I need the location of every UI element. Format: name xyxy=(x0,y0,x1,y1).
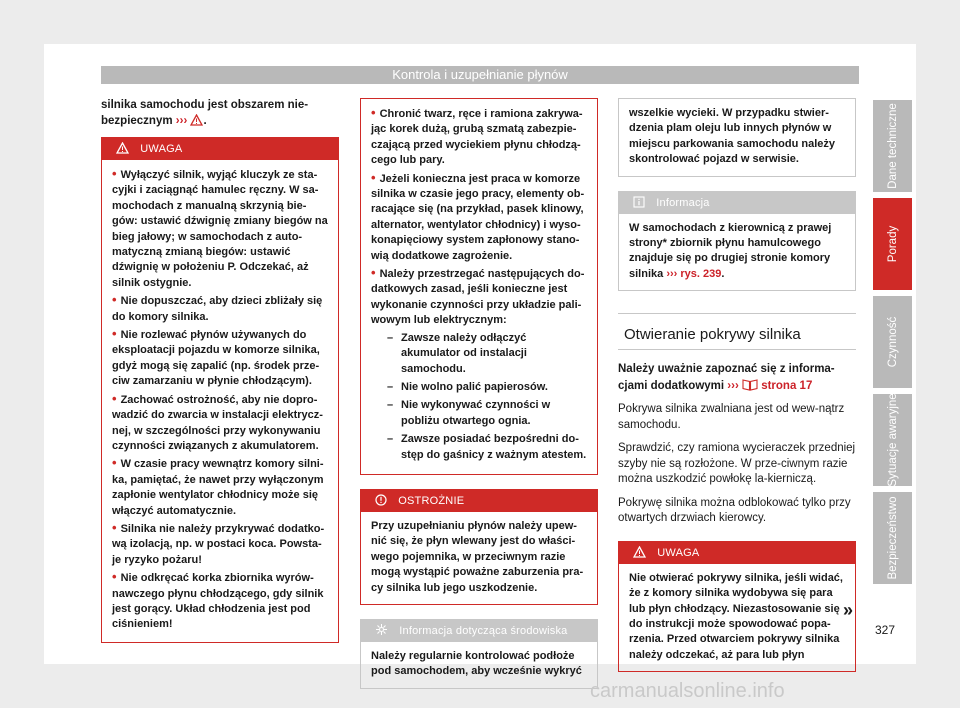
environment-box-header xyxy=(361,620,597,642)
list-item: • Silnika nie należy przykrywać dodatko-wą izolacją, np. w postaci koca. Powsta-je ryzyko pożaru! xyxy=(112,519,325,566)
warning-box-continued xyxy=(360,98,598,475)
lead-text: Należy uważnie zapoznać się z informa-cjami dodatkowymi ››› strona 17 xyxy=(618,363,835,392)
info-box-header xyxy=(619,192,855,214)
tab-sytuacje-awaryjne[interactable]: Sytuacje awaryjne xyxy=(873,394,912,486)
list-item: • Jeżeli konieczna jest praca w komorze silnika w czasie jego pracy, elementy ob-racające się (na przykład, pasek klinowy, alternator, wentylator chłodnicy) i wyso-konapięciowy system zapłonowy stano-wią dodatkowe zagrożenie. xyxy=(371,169,585,262)
dash-item: – Nie wolno palić papierosów. xyxy=(387,380,548,393)
paragraph: Sprawdzić, czy ramiona wycieraczek przedniej szyby nie są rozłożone. W prze-ciwnym razie można uszkodzić powłokę la-kierniczą. xyxy=(618,442,856,486)
list-item: • Nie dopuszczać, aby dzieci zbliżały się do komory silnika. xyxy=(112,292,323,323)
dash-item: – Nie wykonywać czynności w pobliżu otwartego ognia. xyxy=(387,399,551,427)
warning-box-header xyxy=(102,138,338,160)
section-title: Otwieranie pokrywy silnika xyxy=(618,313,856,350)
tab-bezpieczenstwo[interactable]: Bezpieczeństwo xyxy=(873,492,912,584)
info-box xyxy=(618,191,856,292)
environment-box-continued xyxy=(618,98,856,177)
environment-label: Informacja dotycząca środowiska xyxy=(399,624,568,637)
caution-box xyxy=(360,489,598,605)
info-text: W samochodach z kierownicą z prawej strony* zbiornik płynu hamulcowego znajduje się po drugiej stronie komory silnika ››› rys. 239. xyxy=(629,221,832,280)
warning-list xyxy=(371,105,587,463)
book-icon xyxy=(742,378,758,391)
dash-item: – Zawsze posiadać bezpośredni do-stęp do gaśnicy z ważnym atestem. xyxy=(387,433,587,461)
page-number: 327 xyxy=(875,623,896,637)
watermark: carmanualsonline.info xyxy=(590,680,785,702)
warning-body-continued xyxy=(361,99,597,474)
warning-triangle-icon xyxy=(116,142,129,154)
environment-box xyxy=(360,619,598,689)
ref-arrow: ››› xyxy=(175,114,188,127)
warning-triangle-icon xyxy=(633,546,646,558)
list-item: • Zachować ostrożność, aby nie dopro-wadzić do zwarcia w instalacji elektrycz-nej, w szczególności przy wykonywaniu czynności związanych z akumulatorem. xyxy=(112,390,323,452)
tab-porady[interactable]: Porady xyxy=(873,198,912,290)
warning-label: UWAGA xyxy=(657,546,700,559)
info-label: Informacja xyxy=(656,196,710,209)
warning-triangle-icon xyxy=(190,114,203,126)
paragraph: Pokrywę silnika można odblokować tylko przy otwartych drzwiach kierowcy. xyxy=(618,496,851,525)
list-item: • Chronić twarz, ręce i ramiona zakrywa-jąc korek dużą, grubą szmatą zabezpie-czającą przed wyciekiem płynu chłodzą-cego lub pary. xyxy=(371,105,583,167)
warning-list xyxy=(112,166,328,633)
environment-text: Należy regularnie kontrolować podłoże pod samochodem, aby wcześnie wykryć xyxy=(371,649,582,678)
column-1 xyxy=(101,98,339,655)
page-link[interactable]: strona 17 xyxy=(761,379,813,392)
caution-text: Przy uzupełnianiu płynów należy upew-nić się, że płyn wlewany jest do właści-wego pojemnika, w przeciwnym razie mogą wystąpić poważne zaburzenia pra-cy silnika lub jego uszkodzenie. xyxy=(371,519,584,594)
warning-body xyxy=(102,160,338,642)
caution-label: OSTROŻNIE xyxy=(398,494,465,507)
leaf-icon xyxy=(375,623,388,636)
list-item: • Wyłączyć silnik, wyjąć kluczyk ze sta-cyjki i zaciągnąć hamulec ręczny. W sa-mochodach z manualną skrzynią bie-gów: ustawić dźwignię zmiany biegów na bieg jałowy; w samochodach z auto-matyczną zmianą biegów: ustawić dźwignię w położeniu P. Odczekać, aż silnik ostygnie. xyxy=(112,166,328,289)
intro-text: silnika samochodu jest obszarem nie- bezpiecznym ››› . xyxy=(101,99,309,127)
warning-label: UWAGA xyxy=(140,143,183,155)
dash-list xyxy=(371,331,587,463)
dash-item: – Zawsze należy odłączyć akumulator od instalacji samochodu. xyxy=(387,331,527,375)
environment-text-continued: wszelkie wycieki. W przypadku stwier-dzenia plam oleju lub innych płynów w miejscu parkowania samochodu należy skontrolować pojazd w serwisie. xyxy=(629,107,836,166)
column-3 xyxy=(618,98,856,684)
warning-text: Nie otwierać pokrywy silnika, jeśli widać, że z komory silnika wydobywa się para lub płyn chłodzący. Niezastosowanie się do instrukcji może spowodować popa-rzenia. Przed otwarciem pokrywy silnika należy odczekać, aż para lub płyn xyxy=(629,571,843,661)
warning-box xyxy=(618,541,856,672)
figure-link[interactable]: rys. 239 xyxy=(680,267,722,280)
column-2 xyxy=(360,98,598,701)
list-item: • Nie rozlewać płynów używanych do eksploatacji pojazdu w komorze silnika, gdyż mogą się zapalić (np. środek prze-ciw zamarzaniu w płynie chłodzącym). xyxy=(112,326,320,388)
continue-mark: » xyxy=(843,600,854,620)
list-item: • Nie odkręcać korka zbiornika wyrów-nawczego płynu chłodzącego, gdy silnik jest gorący. Układ chłodzenia jest pod ciśnieniem! xyxy=(112,569,324,631)
header-title: Kontrola i uzupełnianie płynów xyxy=(392,67,568,82)
list-item: • W czasie pracy wewnątrz komory silni-ka, pamiętać, że nawet przy wyłączonym zapłonie wentylator chłodnicy może się włączyć automatycznie. xyxy=(112,455,324,517)
caution-circle-icon xyxy=(375,494,387,506)
list-item: • Należy przestrzegać następujących do-datkowych zasad, jeśli konieczne jest wykonanie czynności przy układzie pali-wowym lub elektrycznym: – Zawsze należy odłączyć akumulator od instalacji samochodu. – Nie wolno palić papierosów. – Nie wykonywać czynności w pobliżu otwartego ognia. – Zawsze posiadać bezpośredni do-stęp do gaśnicy z ważnym atestem. xyxy=(371,265,587,463)
ref-arrow: ››› xyxy=(666,267,678,280)
ref-arrow: ››› xyxy=(727,379,739,392)
tab-dane-techniczne[interactable]: Dane techniczne xyxy=(873,100,912,192)
tab-czynnosc[interactable]: Czynność xyxy=(873,296,912,388)
caution-box-header xyxy=(361,490,597,512)
info-icon xyxy=(633,196,645,208)
page-header xyxy=(101,66,859,84)
paragraph: Pokrywa silnika zwalniana jest od wew-nątrz samochodu. xyxy=(618,403,845,431)
intro-line-2: bezpiecznym xyxy=(101,114,173,127)
warning-box xyxy=(101,137,339,643)
warning-box-header xyxy=(619,542,855,564)
intro-line-1: silnika samochodu jest obszarem nie- xyxy=(101,99,309,111)
